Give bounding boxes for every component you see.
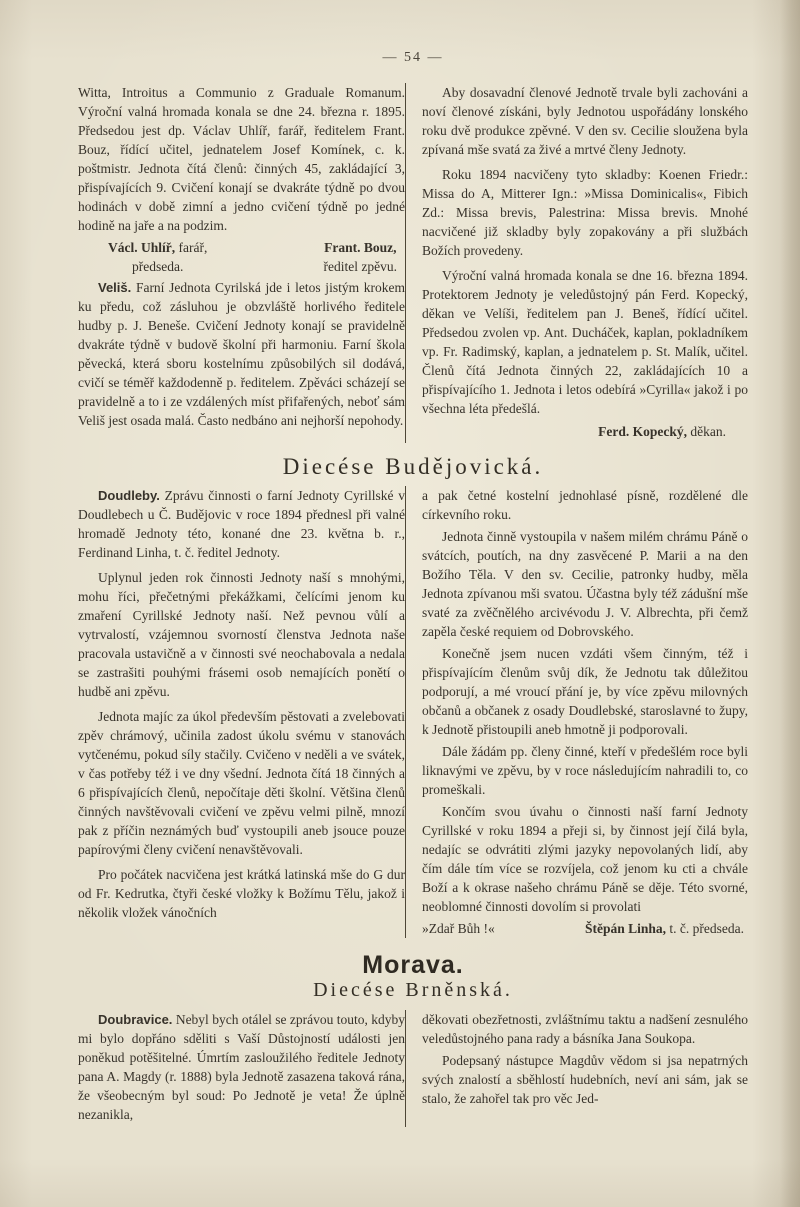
section-top bbox=[78, 83, 748, 443]
signature-row bbox=[78, 238, 405, 276]
paragraph: Jednota majíc za úkol především pěstovati a zvelebovati zpěv chrámový, učinila zadost úkolu svému v stanovách vytčenému, pokud síly stačily. Cvičeno v neděli a ve svátek, v čas potřeby též i ve dny všední. Jednota čítá 18 činných a 6 přispívajících členů, nepočítaje děti školní. Většina členů činných navštěvovali cvičení ve zpěvu velmi pilně, mnozí pak z příčin neznámých buď vystoupili aneb jsouce pouze papírovými členy cvičení nenavštěvovali. bbox=[78, 709, 405, 857]
signature-block-right bbox=[324, 238, 397, 276]
diocese-heading-budejovicka: Diecése Budějovická. bbox=[282, 454, 544, 479]
signature-role: t. č. předseda. bbox=[666, 921, 744, 936]
paragraph: Jednota činně vystoupila v našem milém chrámu Páně o svátcích, poutích, na dny zasvěcené P. Marii a na den Božího Těla. V den sv. Cecilie, patronky hudby, měla Jednota zpívanou mši svatou. Účastna byly též zádušní mše svaté za zvěčnělého arcivévodu J. V. Albrechta, při čemž zapěla české requiem od Dobrovského. bbox=[422, 529, 748, 639]
signature-line bbox=[585, 919, 744, 938]
closing-signature-line bbox=[422, 919, 748, 938]
paragraph: Podepsaný nástupce Magdův vědom si jsa nepatrných svých znalostí a sběhlostí hudebních, neví ani sám, jak se stalo, že zahořel tak pro věc Jed- bbox=[422, 1053, 748, 1106]
paragraph: Witta, Introitus a Communio z Graduale Romanum. Výroční valná hromada konala se dne 24. března r. 1895. Předsedou jest dp. Václav Uhlíř, farář, ředitelem Frant. Bouz, řídící učitel, jednatelem Josef Komínek, c. k. poštmistr. Jednota čítá členů: činných 45, zakládající 3, přispívajících 9. Cvičení konají se dvakráte týdně po dvou hodinách v době zimní a jedno cvičení týdně po jedné hodině na jaře a na podzim. bbox=[78, 85, 405, 233]
paragraph-text: Farní Jednota Cyrilská jde i letos jistým krokem ku předu, což zásluhou je obzvláště horlivého ředitele hudby p. J. Beneše. Cvičení Jednoty konají se pravidelně dvakráte týdně v budově školní při harmoniu. Farní škola pěvecká, která sboru kostelnímu způsobilých sil dodává, cvičí se téměř každodenně p. ředitelem. Zpěváci scházejí se pravidelně a to i ze vzdálených míst přifařených, neboť sám Veliš jest osada malá. Často nedbáno ani nejhorší nepohody. bbox=[78, 280, 405, 428]
paragraph: Konečně jsem nucen vzdáti všem činným, též i přispívajícím členům svůj dík, že Jednotu tak důležitou podporují, a mé vroucí přání je, by více zpěvu milovných občanů a občanek z osady Doudlebské, staroslavné to župy, k Jednotě přistoupili aneb hmotně ji podporovali. bbox=[422, 646, 748, 737]
signature-role: předseda. bbox=[132, 259, 184, 274]
region-heading-morava: Morava. bbox=[362, 951, 464, 979]
signature-role: ředitel zpěvu. bbox=[323, 259, 397, 274]
closing-exclamation: »Zdař Bůh !« bbox=[422, 921, 495, 936]
signature-name-line bbox=[108, 238, 207, 257]
place-lead: Doudleby. bbox=[98, 488, 160, 503]
place-lead: Veliš. bbox=[98, 280, 132, 295]
paragraph bbox=[78, 486, 405, 562]
section-top-right-column bbox=[405, 83, 748, 443]
paragraph: Aby dosavadní členové Jednotě trvale byli zachováni a noví členové získáni, byly Jednotou uspořádány lonského roku dvě produkce zpěvné. V den sv. Cecilie sloužena byla zpívaná mše svatá za živé a mrtvé členy Jednoty. bbox=[422, 85, 748, 157]
page-number: — 54 — bbox=[382, 50, 444, 65]
section-brnenska bbox=[78, 1010, 748, 1127]
paragraph: Končím svou úvahu o činnosti naší farní Jednoty Cyrillské v roku 1894 a přeji si, by činnost její čilá byla, nedajíc se odvrátiti zlými jazyky nepovolaných lidí, aby čím dále tím více se rozvíjela, což jenom ku cti a chvále Boží a k okrase našeho chrámu Páně se děje. Této svorné, neoblomné činnosti dovolím si provolati bbox=[422, 804, 748, 914]
paragraph: Dále žádám pp. členy činné, kteří v předešlém roce byli liknavými ve zpěvu, by v roce následujícím nahradili to, co promeškali. bbox=[422, 744, 748, 797]
paragraph: Uplynul jeden rok činnosti Jednoty naší s mnohými, mohu říci, přečetnými překážkami, čelícími jenom ku zmaření Cyrillské Jednoty naší. Než pevnou vůlí a vytrvalostí, vzájemnou svorností členstva Jednota naše pracovala ustavičně a v činnosti své neochabovala a nedala se zastrašiti pouhými frásemi osob nemajících ponětí o hudbě ani zpěvu. bbox=[78, 570, 405, 699]
paragraph: Výroční valná hromada konala se dne 16. března 1894. Protektorem Jednoty je veledůstojný pán Ferd. Kopecký, děkan ve Velíši, ředitelem pan J. Beneš, řídící učitel. Předsedou zvolen vp. Ant. Ducháček, kaplan, pokladníkem vp. Fr. Radimský, kaplan, a jednatelem p. St. Malík, učitel. Členů čítá Jednota činných 22, zakládajících 10 a přispívajícího 1. Jednota i letos odebírá »Cyrilla« jakož i po všechna léta předešlá. bbox=[422, 268, 748, 416]
signature-block-left bbox=[108, 238, 207, 276]
page-edge-shadow bbox=[780, 0, 800, 1207]
paragraph bbox=[78, 1010, 405, 1124]
paragraph: Pro počátek nacvičena jest krátká latinská mše do G dur od Fr. Kedrutka, čtyři české vložky k Božímu Tělu, jakož i několik vložek vánočních bbox=[78, 867, 405, 920]
place-lead: Doubravice. bbox=[98, 1012, 173, 1027]
signature-name: Václ. Uhlíř, bbox=[108, 240, 176, 255]
signature-line bbox=[422, 422, 748, 441]
signature-name: Frant. Bouz, bbox=[324, 240, 397, 255]
paragraph: děkovati obezřetnosti, zvláštnímu taktu a nadšení zesnulého veledůstojného pana rady a básníka Jana Soukopa. bbox=[422, 1012, 748, 1046]
signature-role: děkan. bbox=[687, 424, 726, 439]
paragraph-text: Zprávu činnosti o farní Jednoty Cyrillské v Doudlebech u Č. Budějovic v roce 1894 přednesl při valné hromadě Jednoty této, konané dne 23. května b. r., Ferdinand Linha, t. č. ředitel Jednoty. bbox=[78, 488, 405, 560]
section-budejovicka bbox=[78, 486, 748, 938]
section-top-left-column bbox=[78, 83, 405, 443]
paragraph bbox=[78, 278, 405, 430]
section-budejovicka-left-column bbox=[78, 486, 405, 938]
paragraph: Roku 1894 nacvičeny tyto skladby: Koenen Friedr.: Missa do A, Mitterer Ign.: »Missa Dominicalis«, Fibich Zd.: Missa brevis, Palestrina: Missa brevis. Mnohé nacvičené již skladby byly zopakovány a při službách Božích provedeny. bbox=[422, 167, 748, 258]
signature-name: Ferd. Kopecký, bbox=[598, 424, 688, 439]
section-budejovicka-right-column bbox=[405, 486, 748, 938]
paragraph-text: Nebyl bych otálel se zprávou touto, kdyby mi bylo dopřáno sděliti s Vaší Důstojností události jen poněkud potěšitelné. Úmrtím zasloužilého ředitele Jednoty pana A. Magdy (r. 1888) byla Jednotě zasazena taková rána, že všeobecným byl soud: Po Jednotě je veta! Že úplně nezanikla, bbox=[78, 1012, 405, 1122]
section-brnenska-right-column bbox=[405, 1010, 748, 1127]
section-brnenska-left-column bbox=[78, 1010, 405, 1127]
paragraph: a pak četné kostelní jednohlasé písně, rozdělené dle církevního roku. bbox=[422, 488, 748, 522]
signature-name: Štěpán Linha, bbox=[584, 921, 667, 936]
signature-title: farář, bbox=[175, 240, 208, 255]
diocese-heading-brnenska: Diecése Brněnská. bbox=[313, 979, 513, 1001]
page-content bbox=[78, 0, 748, 1127]
